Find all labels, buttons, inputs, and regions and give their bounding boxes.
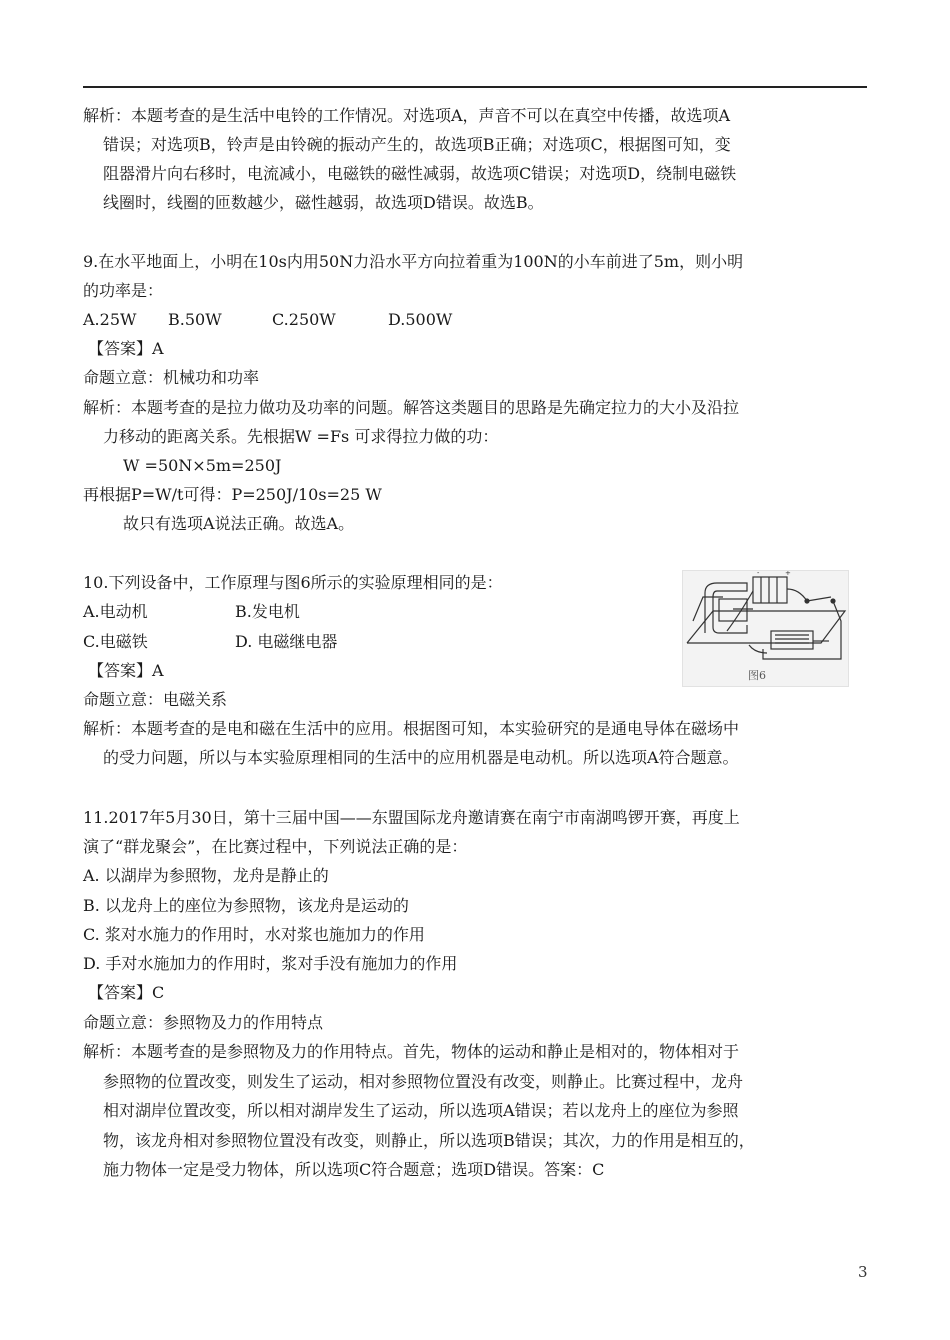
q10-option-d: D. 电磁继电器 <box>235 632 338 651</box>
q10-option-a: A.电动机 <box>83 602 148 621</box>
q11-intent: 命题立意：参照物及力的作用特点 <box>83 1013 324 1032</box>
q11-analysis-line-5: 施力物体一定是受力物体，所以选项C符合题意；选项D错误。答案：C <box>103 1160 605 1179</box>
q11-stem-line-2: 演了“群龙聚会”，在比赛过程中，下列说法正确的是： <box>83 837 468 856</box>
q10-answer: 【答案】A <box>88 661 164 680</box>
q11-option-c: C. 浆对水施力的作用时，水对浆也施加力的作用 <box>83 925 425 944</box>
q11-option-b: B. 以龙舟上的座位为参照物，该龙舟是运动的 <box>83 896 409 915</box>
q11-analysis-line-2: 参照物的位置改变，则发生了运动，相对参照物位置没有改变，则静止。比赛过程中，龙舟 <box>103 1072 744 1091</box>
q9-stem-line-2: 的功率是： <box>83 281 164 300</box>
q9-analysis-line-2: 力移动的距离关系。先根据W =Fs 可求得拉力做的功： <box>103 427 499 446</box>
q11-analysis-line-1: 解析：本题考查的是参照物及力的作用特点。首先，物体的运动和静止是相对的，物体相对于 <box>83 1042 740 1061</box>
q10-stem: 10.下列设备中，工作原理与图6所示的实验原理相同的是： <box>83 573 503 592</box>
q9-option-d: D.500W <box>388 310 453 329</box>
figure-6-experiment <box>682 570 849 687</box>
svg-text:+: + <box>785 571 791 577</box>
q9-analysis-line-1: 解析：本题考查的是拉力做功及功率的问题。解答这类题目的思路是先确定拉力的大小及沿拉 <box>83 398 740 417</box>
svg-text:-: - <box>757 571 760 577</box>
q11-option-a: A. 以湖岸为参照物，龙舟是静止的 <box>83 866 329 885</box>
q9-option-a: A.25W <box>83 310 137 329</box>
q9-stem-line-1: 9.在水平地面上，小明在10s内用50N力沿水平方向拉着重为100N的小车前进了5m，则小明 <box>83 252 744 271</box>
q8-analysis-line-4: 线圈时，线圈的匝数越少，磁性越弱，故选项D错误。故选B。 <box>103 193 544 212</box>
q11-analysis-line-3: 相对湖岸位置改变，所以相对湖岸发生了运动，所以选项A错误；若以龙舟上的座位为参照 <box>103 1101 739 1120</box>
q11-option-d: D. 手对水施加力的作用时，浆对手没有施加力的作用 <box>83 954 458 973</box>
header-rule <box>83 86 867 88</box>
q9-analysis-power: 再根据P=W/t可得：P=250J/10s=25 W <box>83 485 382 504</box>
q9-intent: 命题立意：机械功和功率 <box>83 368 260 387</box>
q10-analysis-line-1: 解析：本题考查的是电和磁在生活中的应用。根据图可知，本实验研究的是通电导体在磁场中 <box>83 719 740 738</box>
q11-answer: 【答案】C <box>88 983 165 1002</box>
q9-analysis-formula: W =50N×5m=250J <box>123 456 282 475</box>
q10-analysis-line-2: 的受力问题，所以与本实验原理相同的生活中的应用机器是电动机。所以选项A符合题意。 <box>103 748 739 767</box>
q8-analysis-line-2: 错误；对选项B，铃声是由铃碗的振动产生的，故选项B正确；对选项C，根据图可知，变 <box>103 135 731 154</box>
q10-option-c: C.电磁铁 <box>83 632 148 651</box>
page-number: 3 <box>858 1263 868 1281</box>
q8-analysis-line-3: 阻器滑片向右移时，电流减小，电磁铁的磁性减弱，故选项C错误；对选项D，绕制电磁铁 <box>103 164 737 183</box>
q8-analysis-line-1: 解析：本题考查的是生活中电铃的工作情况。对选项A，声音不可以在真空中传播，故选项A <box>83 106 731 125</box>
q11-stem-line-1: 11.2017年5月30日，第十三届中国——东盟国际龙舟邀请赛在南宁市南湖鸣锣开赛，再度上 <box>83 808 740 827</box>
q11-analysis-line-4: 物，该龙舟相对参照物位置没有改变，则静止，所以选项B错误；其次，力的作用是相互的， <box>103 1131 755 1150</box>
q10-intent: 命题立意：电磁关系 <box>83 690 228 709</box>
q9-option-c: C.250W <box>272 310 336 329</box>
q9-option-b: B.50W <box>168 310 222 329</box>
q9-answer: 【答案】A <box>88 339 164 358</box>
q10-option-b: B.发电机 <box>235 602 300 621</box>
figure-6-caption: 图6 <box>748 669 766 682</box>
q9-analysis-conclusion: 故只有选项A说法正确。故选A。 <box>123 514 355 533</box>
